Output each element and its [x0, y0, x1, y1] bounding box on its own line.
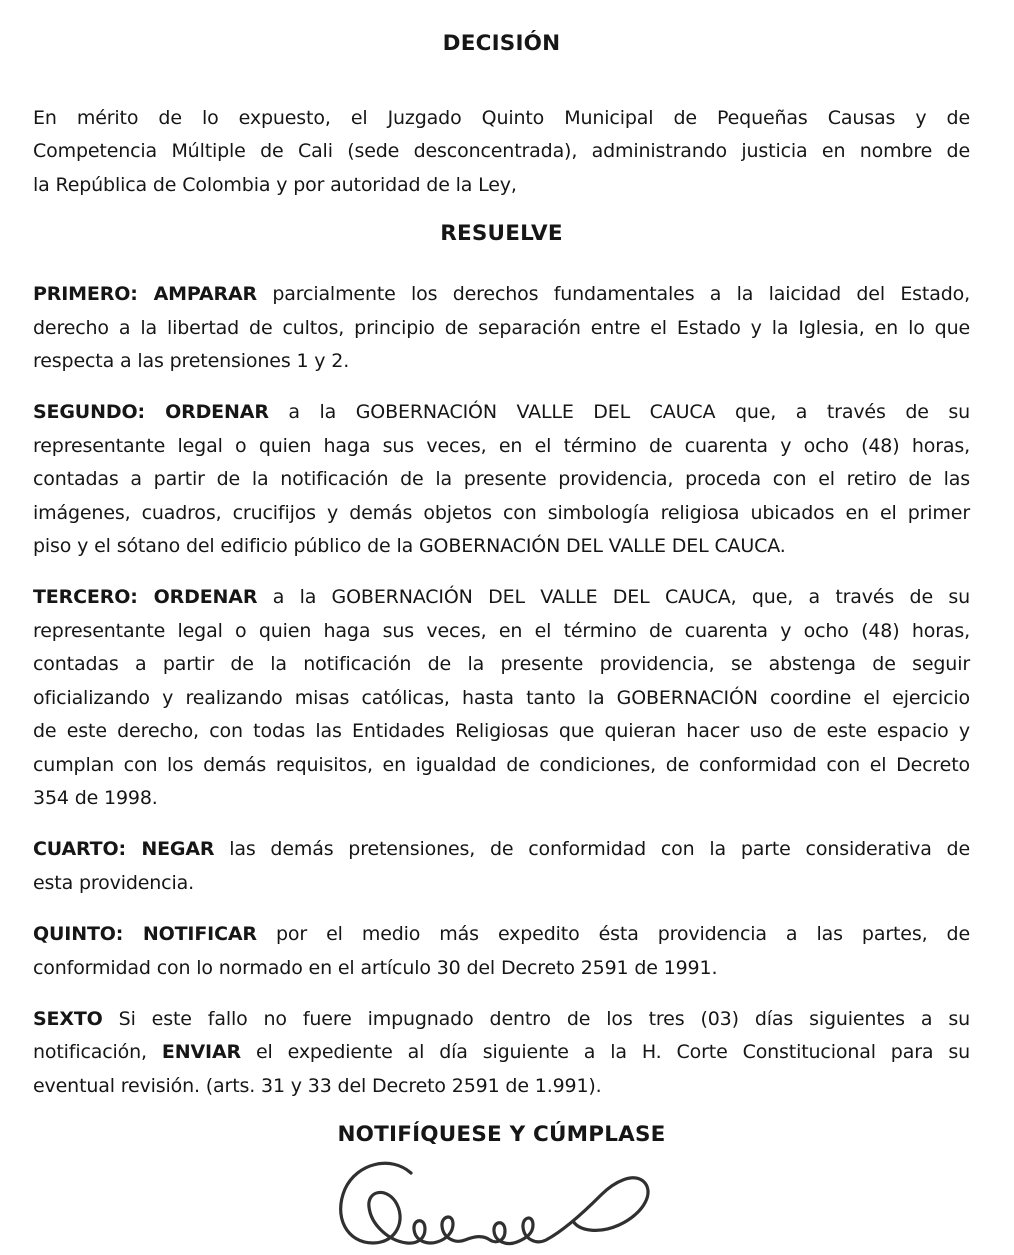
body-text: el expediente al día siguiente a la H. Corte Constitucional para su — [241, 1041, 970, 1064]
body-text: conformidad con lo normado en el artículo 30 del Decreto 2591 de 1991. — [33, 956, 718, 979]
body-text: contadas a partir de la notificación de la presente providencia, proceda con el retiro de las — [33, 468, 970, 491]
text-line — [33, 581, 970, 614]
text-line — [33, 463, 970, 496]
ruling-label: PRIMERO: AMPARAR — [33, 283, 258, 306]
text-line — [33, 715, 970, 748]
text-line — [33, 648, 970, 681]
ruling-label: SEXTO — [33, 1007, 103, 1030]
text-line — [33, 1036, 970, 1069]
body-text: imágenes, cuadros, crucifijos y demás objetos con simbología religiosa ubicados en el primer — [33, 501, 970, 524]
body-text: representante legal o quien haga sus veces, en el término de cuarenta y ocho (48) horas, — [33, 619, 970, 642]
text-line — [33, 1003, 970, 1036]
body-text: cumplan con los demás requisitos, en igualdad de condiciones, de conformidad con el Decreto — [33, 753, 970, 776]
ruling-label: QUINTO: NOTIFICAR — [33, 923, 257, 946]
notifiquese-heading: NOTIFÍQUESE Y CÚMPLASE — [337, 1122, 666, 1148]
body-text: esta providencia. — [33, 871, 194, 894]
body-text: Competencia Múltiple de Cali (sede desconcentrada), administrando justicia en nombre de — [33, 140, 970, 163]
body-text: contadas a partir de la notificación de la presente providencia, se abstenga de seguir — [33, 653, 970, 676]
body-text: oficializando y realizando misas católicas, hasta tanto la GOBERNACIÓN coordine el ejercicio — [33, 686, 970, 709]
text-line — [33, 430, 970, 463]
text-line — [33, 497, 970, 530]
body-text: representante legal o quien haga sus veces, en el término de cuarenta y ocho (48) horas, — [33, 434, 970, 457]
signature-scribble-icon — [333, 1155, 663, 1255]
signature-area — [333, 1155, 663, 1255]
body-text: piso y el sótano del edificio público de la GOBERNACIÓN DEL VALLE DEL CAUCA. — [33, 535, 786, 558]
text-line — [33, 952, 970, 985]
body-text: Si este fallo no fuere impugnado dentro de los tres (03) días siguientes a su — [102, 1007, 970, 1030]
text-line — [33, 867, 970, 900]
text-line — [33, 615, 970, 648]
text-line — [33, 135, 970, 168]
text-line — [33, 169, 970, 202]
ruling-label: CUARTO: NEGAR — [33, 838, 215, 861]
body-text: a la GOBERNACIÓN DEL VALLE DEL CAUCA, que, a través de su — [257, 586, 971, 609]
body-text: En mérito de lo expuesto, el Juzgado Quinto Municipal de Pequeñas Causas y de — [33, 107, 970, 129]
text-line — [33, 782, 970, 815]
text-line — [33, 749, 970, 782]
body-text: 354 de 1998. — [33, 786, 158, 809]
text-line — [33, 918, 970, 951]
text-line — [33, 833, 970, 866]
text-line — [33, 530, 970, 563]
body-text: las demás pretensiones, de conformidad con la parte considerativa de — [214, 838, 970, 861]
body-text: por el medio más expedito ésta providencia a las partes, de — [256, 923, 970, 946]
ruling-quinto — [33, 918, 970, 985]
text-line — [33, 312, 970, 345]
text-line — [33, 278, 970, 311]
body-text: derecho a la libertad de cultos, principio de separación entre el Estado y la Iglesia, en lo que — [33, 316, 970, 339]
body-text: de este derecho, con todas las Entidades Religiosas que quieran hacer uso de este espacio y — [33, 720, 970, 743]
ruling-tercero — [33, 581, 970, 815]
body-text: eventual revisión. (arts. 31 y 33 del Decreto 2591 de 1.991). — [33, 1074, 602, 1097]
text-line — [33, 1070, 970, 1103]
ruling-primero — [33, 278, 970, 378]
resuelve-heading: RESUELVE — [440, 221, 563, 247]
ruling-label: ENVIAR — [161, 1041, 241, 1064]
body-text: notificación, — [33, 1041, 162, 1064]
body-text: la República de Colombia y por autoridad de la Ley, — [33, 173, 517, 196]
text-line — [33, 396, 970, 429]
intro-paragraph — [33, 102, 970, 202]
ruling-cuarto — [33, 833, 970, 900]
ruling-sexto — [33, 1003, 970, 1103]
body-text: a la GOBERNACIÓN VALLE DEL CAUCA que, a través de su — [268, 401, 971, 424]
body-text: respecta a las pretensiones 1 y 2. — [33, 350, 350, 373]
ruling-label: SEGUNDO: ORDENAR — [33, 401, 269, 424]
text-line — [33, 345, 970, 378]
ruling-segundo — [33, 396, 970, 563]
decision-heading: DECISIÓN — [442, 31, 561, 56]
body-text: parcialmente los derechos fundamentales a la laicidad del Estado, — [257, 283, 970, 306]
text-line — [33, 102, 970, 135]
text-line — [33, 682, 970, 715]
ruling-label: TERCERO: ORDENAR — [33, 586, 258, 609]
